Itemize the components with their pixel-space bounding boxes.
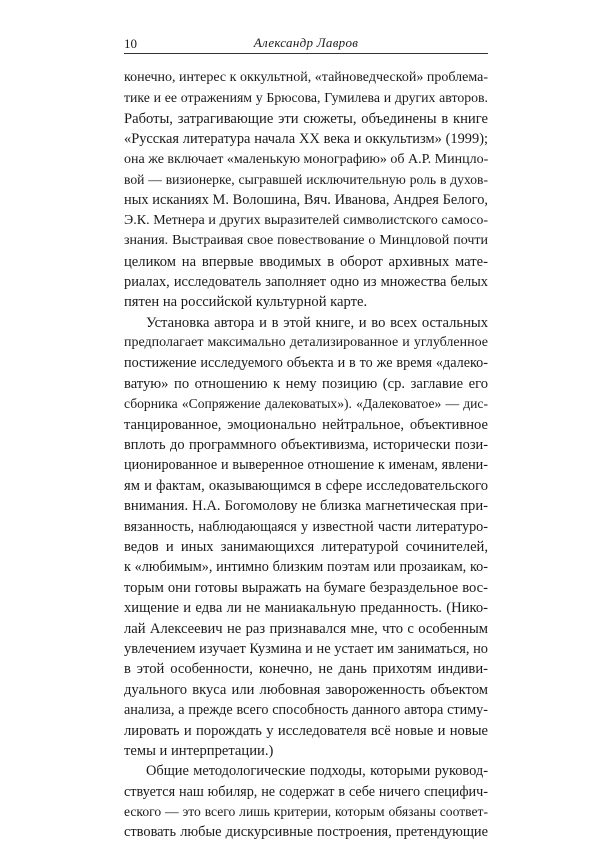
text-line: ватую» по отношению к нему позицию (ср. заглавие его: [124, 375, 488, 392]
page-header: [124, 33, 488, 54]
paragraph: [124, 761, 488, 843]
text-line: конечно, интерес к оккультной, «тайноведческой» проблема-: [124, 70, 488, 85]
text-line: ям и фактам, оказывающимся в сфере исследовательского: [124, 477, 488, 494]
page-number: 10: [124, 36, 137, 51]
text-line: вязанность, наблюдающаяся у известной части литературо-: [124, 518, 488, 535]
text-line: риалах, исследователь заполняет одно из множества белых: [124, 273, 488, 290]
text-line: предполагает максимально детализированное и углубленное: [124, 335, 488, 351]
text-line: Установка автора и в этой книге, и во всех остальных: [146, 314, 488, 331]
text-line: анализа, а прежде всего способность данного автора стиму-: [124, 702, 488, 719]
text-line: увлечением изучает Кузмина и не устает им заниматься, но: [124, 640, 488, 657]
text-line: внимания. Н.А. Богомолову не близка магнетическая при-: [124, 498, 488, 515]
text-line: ствовать любые дискурсивные построения, претендующие: [124, 824, 488, 841]
text-line: ведов и иных занимающихся литературой сочинителей,: [124, 538, 488, 555]
text-line: «Русская литература начала XX века и оккультизм» (1999);: [124, 131, 488, 148]
text-line: ционированное и выверенное отношение к именам, явлени-: [124, 457, 488, 474]
text-line: целиком на впервые вводимых в оборот архивных мате-: [124, 253, 488, 270]
text-line: ствуется наш юбиляр, не содержат в себе ничего специфич-: [124, 783, 488, 800]
text-line: в этой особенности, конечно, не дань прихотям индиви-: [124, 661, 488, 678]
text-line: дуального вкуса или любовная завороженность объектом: [124, 681, 488, 698]
text-line: ных исканиях М. Волошина, Вяч. Иванова, Андрея Белого,: [124, 192, 488, 209]
text-line: вплоть до программного объективизма, исторически пози-: [124, 437, 488, 454]
text-line: хищение и едва ли не маниакальную преданность. (Нико-: [124, 600, 488, 617]
text-line: торым они готовы выражать на бумаге безраздельное вос-: [124, 579, 488, 596]
text-line: сборника «Сопряжение далековатых»). «Далековатое» — дис-: [124, 396, 488, 412]
text-line: Общие методологические подходы, которыми руковод-: [146, 763, 488, 780]
text-line: тике и ее отражениям у Брюсова, Гумилева и других авторов.: [124, 90, 488, 106]
text-line: еского — это всего лишь критерии, которым обязаны соответ-: [124, 804, 488, 820]
text-line: знания. Выстраивая свое повествование о Минцловой почти: [124, 233, 488, 249]
text-line: темы и интерпретации.): [124, 742, 274, 759]
text-line: танцированное, эмоционально нейтральное, объективное: [124, 416, 488, 433]
text-line: постижение исследуемого объекта и в то же время «далеко-: [124, 355, 488, 372]
paragraph: [124, 313, 488, 762]
text-line: пятен на российской культурной карте.: [124, 294, 368, 311]
text-line: вой — визионерке, сыгравшей исключительную роль в духов-: [124, 171, 488, 187]
paragraph: [124, 68, 488, 313]
running-head-author: Александр Лавров: [253, 35, 359, 50]
text-line: она же включает «маленькую монографию» об А.Р. Минцло-: [124, 151, 489, 167]
text-line: лировать и порождать у исследователя всё новые и новые: [124, 722, 488, 739]
body-text: [124, 68, 488, 843]
text-line: к «любимым», интимно близким поэтам или прозаикам, ко-: [124, 559, 488, 576]
text-line: Э.К. Метнера и других выразителей символистского самосо-: [124, 212, 488, 228]
text-line: Работы, затрагивающие эти сюжеты, объединены в книге: [124, 110, 488, 127]
text-line: лай Алексеевич не раз признавался мне, что с особенным: [124, 620, 488, 637]
